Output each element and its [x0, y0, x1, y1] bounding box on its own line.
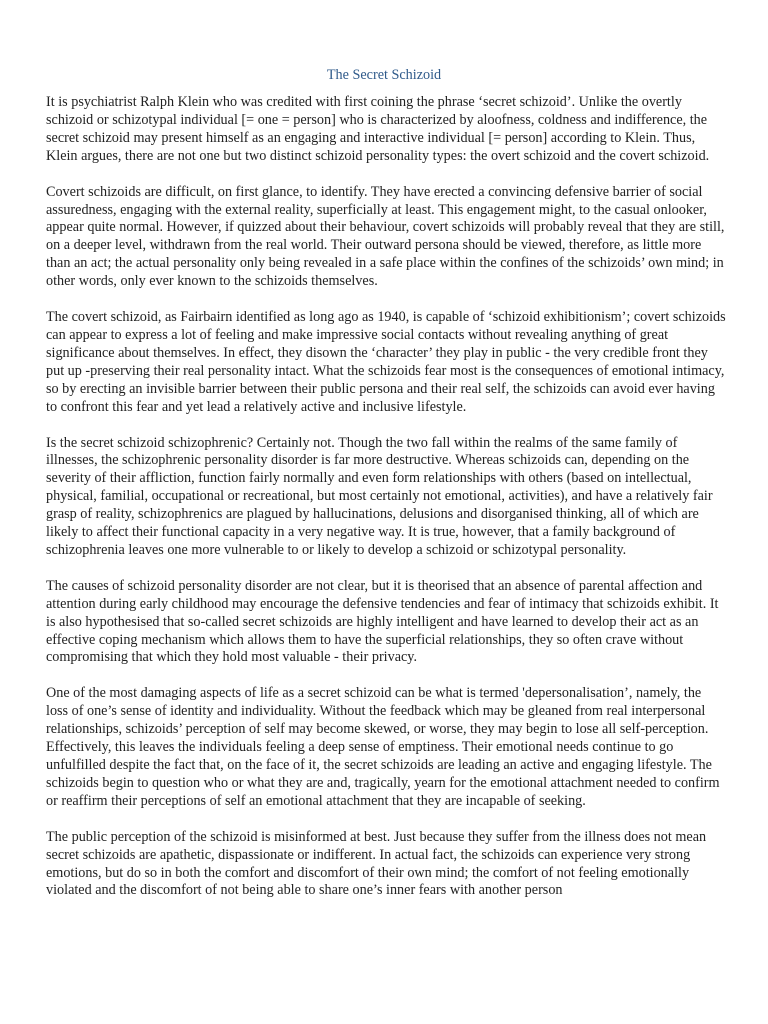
document-body [46, 94, 726, 918]
paragraph-6: One of the most damaging aspects of life as a secret schizoid can be what is termed 'depersonalisation’, namely, the loss of one’s sense of identity and individuality. Without the feedback which may be gleaned from real interpersonal relationships, schizoids’ perception of self may become skewed, or worse, they may begin to lose all self-perception. Effectively, this leaves the individuals feeling a deep sense of emptiness. Their emotional needs continue to go unfulfilled despite the fact that, on the face of it, the secret schizoids are leading an active and engaging lifestyle. The schizoids begin to question who or what they are and, tragically, yearn for the emotional attachment needed to confirm or reaffirm their perceptions of self an emotional attachment that they are incapable of seeking. [46, 685, 720, 809]
paragraph-7: The public perception of the schizoid is misinformed at best. Just because they suffer from the illness does not mean secret schizoids are apathetic, dispassionate or indifferent. In actual fact, the schizoids can experience very strong emotions, but do so in both the comfort and discomfort of their own mind; the comfort of not feeling emotionally violated and the discomfort of not being able to share one’s inner fears with another person [46, 828, 707, 899]
paragraph-2: Covert schizoids are difficult, on first glance, to identify. They have erected a convincing defensive barrier of social assuredness, engaging with the external reality, superficially at least. This engagement might, to the casual onlooker, appear quite normal. However, if quizzed about their behaviour, covert schizoids will probably reveal that they are still, on a deeper level, withdrawn from the real world. Their outward persona should be viewed, therefore, as little more than an act; the actual personality only being revealed in a safe place within the confines of the schizoids’ own mind; in other words, only ever known to the schizoids themselves. [46, 183, 725, 290]
paragraph-3: The covert schizoid, as Fairbairn identified as long ago as 1940, is capable of ‘schizoid exhibitionism’; covert schizoids can appear to express a lot of feeling and make impressive social contacts without revealing anything of great significance about themselves. In effect, they disown the ‘character’ they play in public - the very credible front they put up -preserving their real personality intact. What the schizoids fear most is the consequences of emotional intimacy, so by erecting an invisible barrier between their public persona and their real self, the schizoids can avoid ever having to confront this fear and yet lead a relatively active and inclusive lifestyle. [46, 309, 726, 415]
paragraph-4: Is the secret schizoid schizophrenic? Certainly not. Though the two fall within the realms of the same family of illnesses, the schizophrenic personality disorder is far more destructive. Whereas schizoids can, depending on the severity of their affliction, function fairly normally and even form relationships with others (based on intellectual, physical, familial, occupational or recreational, but most certainly not emotional, activities), and have a relatively fair grasp of reality, schizophrenics are plagued by hallucinations, delusions and disorganised thinking, all of which are likely to affect their functional capacity in a very negative way. It is true, however, that a family background of schizophrenia leaves one more vulnerable to or likely to develop a schizoid or schizotypal personality. [46, 434, 713, 558]
paragraph-5: The causes of schizoid personality disorder are not clear, but it is theorised that an absence of parental affection and attention during early childhood may encourage the defensive tendencies and fear of intimacy that schizoids exhibit. It is also hypothesised that so-called secret schizoids are highly intelligent and have learned to develop their act as an effective coping mechanism which allows them to have the superficial relationships, they so often crave without compromising that which they hold most valuable - their privacy. [46, 577, 719, 666]
paragraph-1: It is psychiatrist Ralph Klein who was credited with first coining the phrase ‘secret schizoid’. Unlike the overtly schizoid or schizotypal individual [= one = person] who is characterized by aloofness, coldness and indifference, the secret schizoid may present himself as an engaging and interactive individual [= person] according to Klein. Thus, Klein argues, there are not one but two distinct schizoid personality types: the overt schizoid and the covert schizoid. [46, 94, 710, 164]
document-title: The Secret Schizoid [326, 67, 442, 83]
